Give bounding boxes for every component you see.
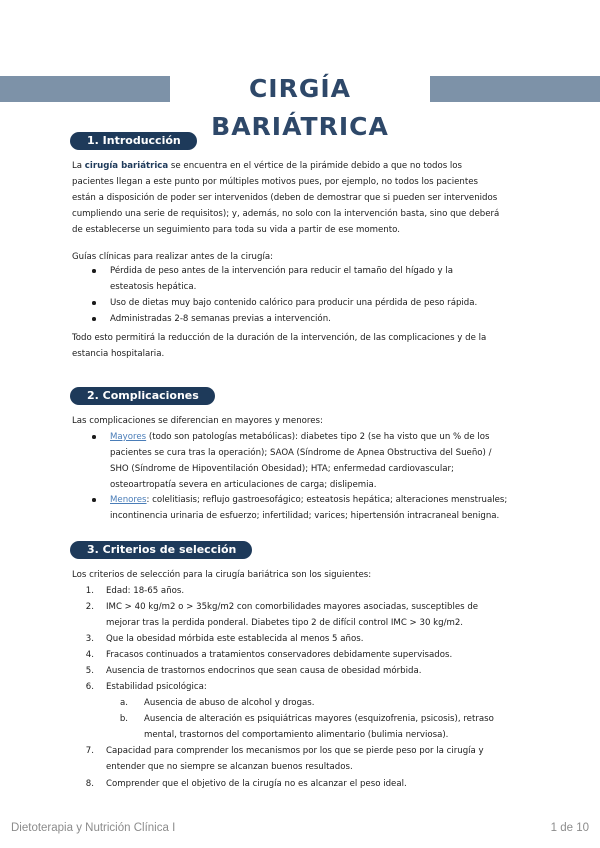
criteria-item-7: Capacidad para comprender los mecanismos por los que se pierde peso por la cirugía y	[106, 746, 484, 756]
bullet	[92, 301, 96, 305]
criteria-item-4: Fracasos continuados a tratamientos conservadores debidamente supervisados.	[106, 650, 453, 660]
mayores-line-4: osteoartropatía severa en articulaciones de carga; dislipemia.	[110, 480, 377, 490]
guide-item-3: Administradas 2-8 semanas previas a intervención.	[110, 314, 331, 324]
criteria-subnumber: a.	[120, 698, 128, 708]
guide-item-2: Uso de dietas muy bajo contenido calórico para producir una pérdida de peso rápida.	[110, 298, 478, 308]
guide-item-1-cont: esteatosis hepática.	[110, 282, 197, 292]
intro-paragraph-line-4: cumpliendo una serie de requisitos); y, además, no solo con la intervención basta, sino que deberá	[72, 209, 500, 219]
intro-paragraph-line-5: de establecerse un seguimiento para toda su vida a partir de ese momento.	[72, 225, 400, 235]
mayores-line-1: Mayores (todo son patologías metabólicas): diabetes tipo 2 (se ha visto que un % de los	[110, 432, 490, 442]
criteria-number: 2.	[85, 602, 94, 612]
criteria-item-5: Ausencia de trastornos endocrinos que sean causa de obesidad mórbida.	[106, 666, 422, 676]
criteria-subitem-a: Ausencia de abuso de alcohol y drogas.	[144, 698, 315, 708]
closing-line-1: Todo esto permitirá la reducción de la duración de la intervención, de las complicaciones y de la	[72, 333, 487, 343]
mayores-line-3: SHO (Síndrome de Hipoventilación Obesidad); HTA; enfermedad cardiovascular;	[110, 464, 454, 474]
criteria-intro: Los criterios de selección para la cirugía bariátrica son los siguientes:	[72, 570, 372, 580]
menores-link[interactable]: Menores	[110, 495, 147, 505]
section-heading-criterios: 3. Criterios de selección	[70, 541, 252, 559]
criteria-number: 1.	[85, 586, 94, 596]
criteria-number: 7.	[85, 746, 94, 756]
criteria-number: 6.	[85, 682, 94, 692]
complications-intro: Las complicaciones se diferencian en mayores y menores:	[72, 416, 323, 426]
criteria-number: 4.	[85, 650, 94, 660]
menores-line-2: incontinencia urinaria de esfuerzo; infertilidad; varices; hipertensión intracraneal benigna.	[110, 511, 500, 521]
criteria-item-6: Estabilidad psicológica:	[106, 682, 207, 692]
criteria-number: 8.	[85, 779, 94, 789]
criteria-item-8: Comprender que el objetivo de la cirugía no es alcanzar el peso ideal.	[106, 779, 407, 789]
section-heading-complicaciones: 2. Complicaciones	[70, 387, 215, 405]
footer-course-title: Dietoterapia y Nutrición Clínica I	[11, 822, 176, 834]
intro-paragraph-line-1: La cirugía bariátrica se encuentra en el vértice de la pirámide debido a que no todos los	[72, 161, 463, 171]
section-heading-introduccion: 1. Introducción	[70, 132, 197, 150]
mayores-line-2: pacientes se cura tras la operación); SAOA (Síndrome de Apnea Obstructiva del Sueño) /	[110, 448, 492, 458]
bullet	[92, 435, 96, 439]
bullet	[92, 498, 96, 502]
bullet	[92, 317, 96, 321]
criteria-subitem-b-cont: mental, trastornos del comportamiento alimentario (bulimia nerviosa).	[144, 730, 449, 740]
criteria-number: 3.	[85, 634, 94, 644]
guide-item-1: Pérdida de peso antes de la intervención para reducir el tamaño del hígado y la	[110, 266, 453, 276]
criteria-subnumber: b.	[119, 714, 128, 724]
intro-paragraph-line-2: pacientes llegan a este punto por múltiples motivos pues, por ejemplo, no todos los pacientes	[72, 177, 479, 187]
footer-page-number: 1 de 10	[550, 822, 589, 834]
page-title: CIRGÍA BARIÁTRICA	[170, 70, 430, 108]
menores-line-1: Menores: colelitiasis; reflujo gastroesofágico; esteatosis hepática; alteraciones menstruales;	[110, 495, 508, 505]
criteria-item-2-cont: mejorar tras la perdida ponderal. Diabetes tipo 2 de difícil control IMC > 30 kg/m2.	[106, 618, 464, 628]
closing-line-2: estancia hospitalaria.	[72, 349, 165, 359]
criteria-item-7-cont: entender que no siempre se alcanzan buenos resultados.	[106, 762, 353, 772]
intro-paragraph-line-3: están a disposición de poder ser intervenidos (deben de demostrar que si pueden ser intervenidos	[72, 193, 498, 203]
criteria-item-2: IMC > 40 kg/m2 o > 35kg/m2 con comorbilidades mayores asociadas, susceptibles de	[106, 602, 479, 612]
mayores-link[interactable]: Mayores	[110, 432, 147, 442]
criteria-item-3: Que la obesidad mórbida este establecida al menos 5 años.	[106, 634, 364, 644]
highlight-cirugia-bariatrica: cirugía bariátrica	[84, 161, 169, 171]
criteria-number: 5.	[85, 666, 94, 676]
criteria-item-1: Edad: 18-65 años.	[106, 586, 185, 596]
bullet	[92, 269, 96, 273]
guides-title: Guías clínicas para realizar antes de la cirugía:	[72, 252, 274, 262]
criteria-subitem-b: Ausencia de alteración es psiquiátricas mayores (esquizofrenia, psicosis), retraso	[144, 714, 494, 724]
